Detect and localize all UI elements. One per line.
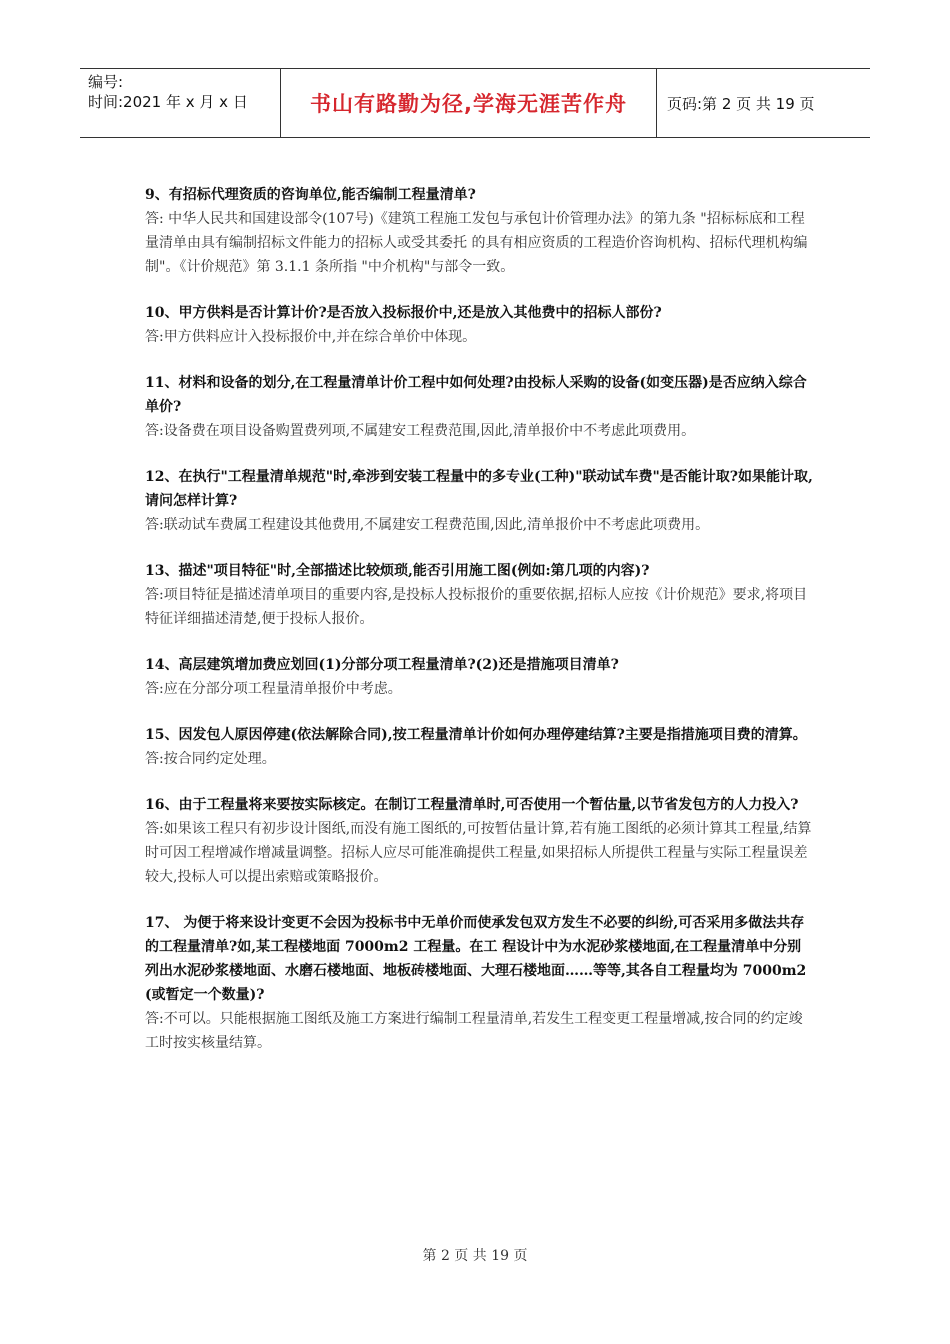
- answer: 答:应在分部分项工程量清单报价中考虑。: [145, 681, 402, 697]
- qa-item: [145, 301, 813, 349]
- qa-item: [145, 793, 813, 889]
- qa-item: [145, 183, 813, 279]
- answer: 答:项目特征是描述清单项目的重要内容,是投标人投标报价的重要依据,招标人应按《计价规范》要求,将项目特征详细描述清楚,便于投标人报价。: [145, 587, 808, 627]
- answer: 答:甲方供料应计入投标报价中,并在综合单价中体现。: [145, 329, 477, 345]
- header-page-label: 页码:第 2 页 共 19 页: [667, 94, 815, 113]
- header-meta: [80, 69, 280, 137]
- qa-content: [145, 183, 813, 1077]
- header-motto: 书山有路勤为径,学海无涯苦作舟: [280, 69, 657, 137]
- qa-item: [145, 559, 813, 631]
- qa-item: [145, 465, 813, 537]
- answer: 答:设备费在项目设备购置费列项,不属建安工程费范围,因此,清单报价中不考虑此项费用。: [145, 423, 696, 439]
- number-label: 编号:: [88, 73, 124, 91]
- question: 13、描述"项目特征"时,全部描述比较烦琐,能否引用施工图(例如:第几项的内容)?: [145, 563, 650, 579]
- answer: 答:如果该工程只有初步设计图纸,而没有施工图纸的,可按暂估量计算,若有施工图纸的必须计算其工程量,结算时可因工程增减作增减量调整。招标人应尽可能准确提供工程量,如果招标人所提供工程量与实际工程量误差较大,投标人可以提出索赔或策略报价。: [145, 821, 812, 885]
- question: 14、高层建筑增加费应划回(1)分部分项工程量清单?(2)还是措施项目清单?: [145, 657, 619, 673]
- answer: 答: 中华人民共和国建设部令(107号)《建筑工程施工发包与承包计价管理办法》的第九条 "招标标底和工程量清单由具有编制招标文件能力的招标人或受其委托 的具有相应资质的工程造价咨询机构、招标代理机构编制"。《计价规范》第 3.1.1 条所指 "中介机构"与部令一致。: [145, 211, 808, 275]
- answer: 答:不可以。只能根据施工图纸及施工方案进行编制工程量清单,若发生工程变更工程量增减,按合同的约定竣工时按实核量结算。: [145, 1011, 803, 1051]
- qa-item: [145, 911, 813, 1055]
- question: 17、 为便于将来设计变更不会因为投标书中无单价而使承发包双方发生不必要的纠纷,可否采用多做法共存的工程量清单?如,某工程楼地面 7000m2 工程量。在工 程设计中为水泥砂浆楼地面,在工程量清单中分别列出水泥砂浆楼地面、水磨石楼地面、地板砖楼地面、大理石楼地面……等等,其各自工程量均为 7000m2 (或暂定一个数量)?: [145, 915, 807, 1003]
- qa-item: [145, 653, 813, 701]
- question: 12、在执行"工程量清单规范"时,牵涉到安装工程量中的多专业(工种)"联动试车费"是否能计取?如果能计取,请问怎样计算?: [145, 469, 813, 509]
- question: 11、材料和设备的划分,在工程量清单计价工程中如何处理?由投标人采购的设备(如变压器)是否应纳入综合单价?: [145, 375, 807, 415]
- page-header: [80, 68, 870, 138]
- page-footer: 第 2 页 共 19 页: [422, 1248, 528, 1264]
- question: 9、有招标代理资质的咨询单位,能否编制工程量清单?: [145, 187, 476, 203]
- answer: 答:按合同约定处理。: [145, 751, 276, 767]
- question: 16、由于工程量将来要按实际核定。在制订工程量清单时,可否使用一个暂估量,以节省发包方的人力投入?: [145, 797, 799, 813]
- time-label: 时间:2021 年 x 月 x 日: [88, 93, 248, 111]
- qa-item: [145, 723, 813, 771]
- question: 15、因发包人原因停建(依法解除合同),按工程量清单计价如何办理停建结算?主要是指措施项目费的清算。: [145, 727, 807, 743]
- qa-item: [145, 371, 813, 443]
- question: 10、甲方供料是否计算计价?是否放入投标报价中,还是放入其他费中的招标人部份?: [145, 305, 662, 321]
- answer: 答:联动试车费属工程建设其他费用,不属建安工程费范围,因此,清单报价中不考虑此项费用。: [145, 517, 710, 533]
